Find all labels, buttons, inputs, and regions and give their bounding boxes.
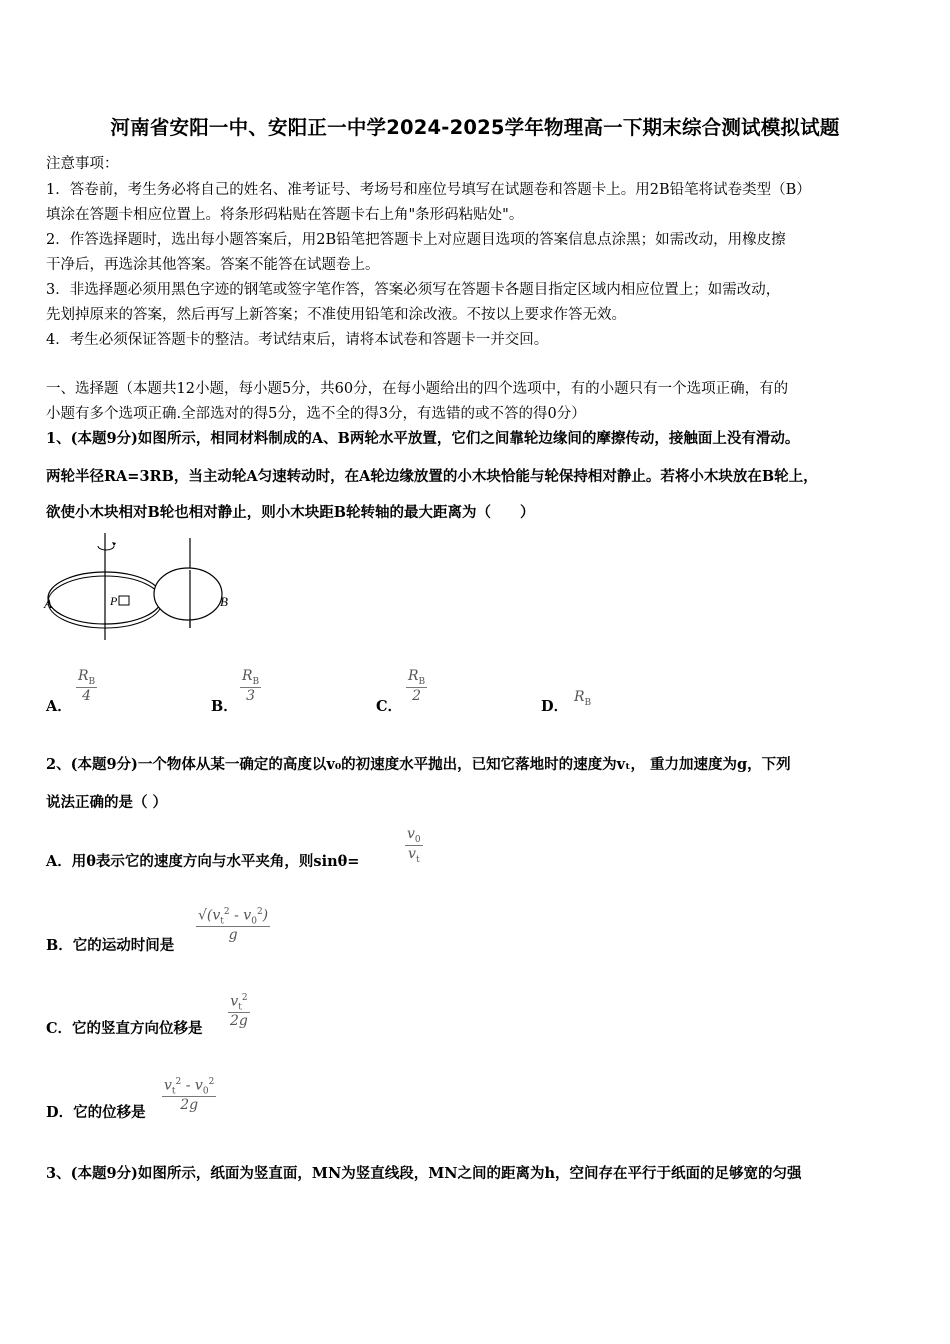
question-3-text: 3、(本题9分)如图所示，纸面为竖直面，MN为竖直线段，MN之间的距离为h，空间存在平行于纸面的足够宽的匀强 [46, 1165, 802, 1182]
q2-option-d: D．它的位移是 [46, 1104, 146, 1121]
section-heading: 小题有多个选项正确.全部选对的得5分，选不全的得3分，有选错的或不答的得0分） [46, 406, 586, 422]
question-2-text: 说法正确的是（ ） [46, 794, 168, 811]
option-d-key: D． [541, 698, 569, 715]
question-1-text: 1、(本题9分)如图所示，相同材料制成的A、B两轮水平放置，它们之间靠轮边缘间的摩擦传动，接触面上没有滑动。 [46, 430, 800, 447]
option-b-key: B． [211, 698, 238, 715]
page-title: 河南省安阳一中、安阳正一中学2024-2025学年物理高一下期末综合测试模拟试题 [110, 116, 840, 139]
section-heading: 一、选择题（本题共12小题，每小题5分，共60分，在每小题给出的四个选项中，有的小题只有一个选项正确，有的 [46, 381, 789, 397]
notice-line: 4．考生必须保证答题卡的整洁。考试结束后，请将本试卷和答题卡一并交回。 [46, 332, 549, 348]
notice-line: 2．作答选择题时，选出每小题答案后，用2B铅笔把答题卡上对应题目选项的答案信息点涂黑；如需改动，用橡皮擦 [46, 232, 786, 248]
question-1-text: 欲使小木块相对B轮也相对静止，则小木块距B轮转轴的最大距离为（ ） [46, 504, 535, 521]
option-c-key: C． [376, 698, 403, 715]
notice-line: 干净后，再选涂其他答案。答案不能答在试题卷上。 [46, 257, 380, 273]
notice-line: 1．答卷前，考生务必将自己的姓名、准考证号、考场号和座位号填写在试题卷和答题卡上。用2B铅笔将试卷类型（B） [46, 182, 811, 198]
notice-heading: 注意事项： [46, 156, 119, 172]
q2-option-b-fraction: $\frac{√(v_t^2 - v_0^2)}{g}$ [198, 907, 269, 944]
option-c-fraction: $\frac{R_B}{2}$ [408, 668, 426, 704]
block-p-label: P [110, 594, 118, 608]
option-a-key: A． [46, 698, 72, 715]
q2-option-b: B．它的运动时间是 [46, 937, 175, 954]
notice-line: 先划掉原来的答案，然后再写上新答案；不准使用铅笔和涂改液。不按以上要求作答无效。 [46, 307, 626, 323]
question-1-text: 两轮半径RA=3RB，当主动轮A匀速转动时，在A轮边缘放置的小木块恰能与轮保持相对静止。若将小木块放在B轮上， [46, 468, 818, 485]
q2-option-c-fraction: $\frac{v_t^2}{2g}$ [230, 993, 248, 1030]
notice-line: 3．非选择题必须用黑色字迹的钢笔或签字笔作答，答案必须写在答题卡各题目指定区域内相应位置上；如需改动， [46, 282, 781, 298]
wheel-a-label: A [44, 596, 52, 611]
wheels-figure [40, 528, 250, 648]
q2-option-c: C．它的竖直方向位移是 [46, 1020, 203, 1037]
q2-option-a-fraction: $\frac{v_0}{v_t}$ [407, 826, 421, 865]
question-2-text: 2、(本题9分)一个物体从某一确定的高度以v₀的初速度水平抛出，已知它落地时的速度为vₜ， 重力加速度为g，下列 [46, 756, 791, 773]
option-b-fraction: $\frac{R_B}{3}$ [242, 668, 260, 704]
notice-line: 填涂在答题卡相应位置上。将条形码粘贴在答题卡右上角"条形码粘贴处"。 [46, 207, 524, 223]
option-d-value: $R_B$ [574, 689, 592, 708]
option-a-fraction: $\frac{R_B}{4}$ [78, 668, 96, 704]
q2-option-d-fraction: $\frac{v_t^2 - v_0^2}{2g}$ [164, 1077, 215, 1114]
wheel-b-label: B [220, 594, 228, 609]
q2-option-a: A．用θ表示它的速度方向与水平夹角，则sinθ= [46, 853, 360, 870]
